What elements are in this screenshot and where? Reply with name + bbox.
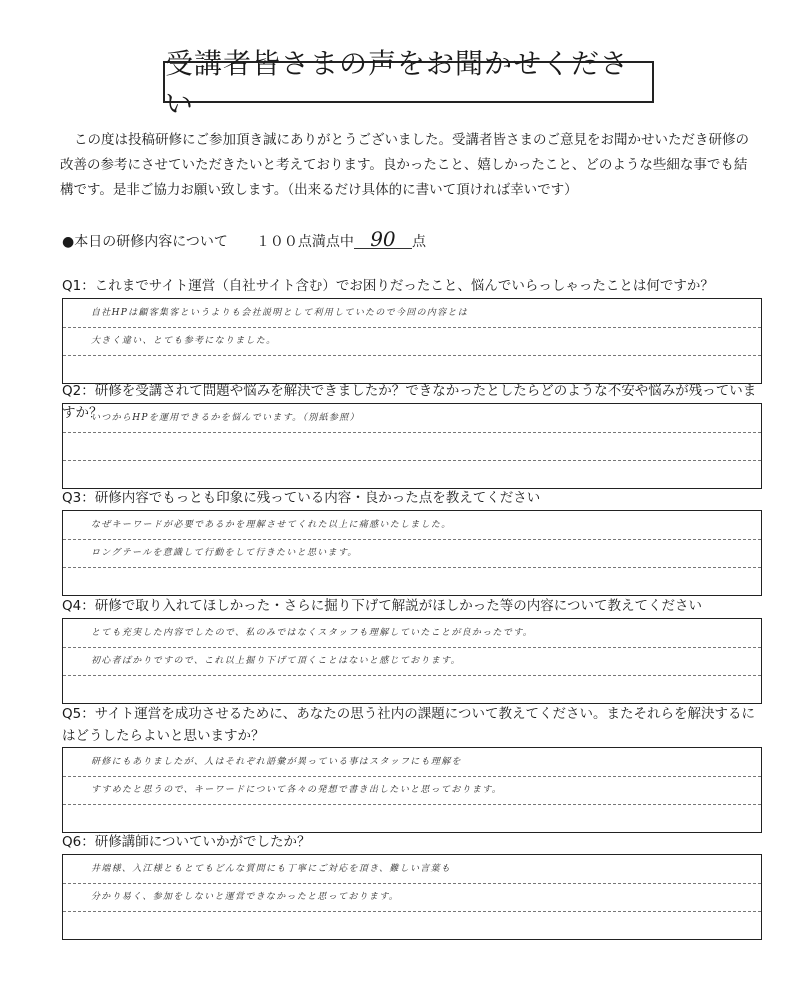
answer-3-line-1: なぜキーワードが必要であるかを理解させてくれた以上に痛感いたしました。 <box>91 520 452 530</box>
question-3: Q3：研修内容でもっとも印象に残っている内容・良かった点を教えてください <box>62 490 541 506</box>
question-6: Q6：研修講師についていかがでしたか？ <box>62 834 311 850</box>
ruled-line <box>63 567 761 568</box>
answer-1-line-1: 自社HPは顧客集客というよりも会社説明として利用していたので今回の内容とは <box>91 308 469 318</box>
score-row <box>62 227 426 251</box>
answer-box-3[interactable] <box>62 510 762 596</box>
answer-box-5[interactable] <box>62 747 762 833</box>
ruled-line <box>63 460 761 461</box>
answer-5-line-2: すすめたと思うので、キーワードについて各々の発想で書き出したいと思っております。 <box>91 785 503 795</box>
question-1: Q1：これまでサイト運営（自社サイト含む）でお困りだったこと、悩んでいらっしゃったことは何ですか？ <box>62 278 714 294</box>
answer-box-4[interactable] <box>62 618 762 704</box>
ruled-line <box>63 355 761 356</box>
ruled-line <box>63 776 761 777</box>
answer-3-line-2: ロングテールを意識して行動をして行きたいと思います。 <box>91 548 358 558</box>
score-unit: 点 <box>411 234 426 250</box>
answer-6-line-1: 井端様、入江様ともとてもどんな質問にも丁寧にご対応を頂き、難しい言葉も <box>91 864 452 874</box>
score-max-text: １００点満点中 <box>255 234 354 250</box>
answer-box-6[interactable] <box>62 854 762 940</box>
answer-4-line-1: とても充実した内容でしたので、私のみではなくスタッフも理解していたことが良かったです。 <box>91 628 534 638</box>
ruled-line <box>63 883 761 884</box>
ruled-line <box>63 327 761 328</box>
answer-5-line-1: 研修にもありましたが、人はそれぞれ語彙が異っている事はスタッフにも理解を <box>91 757 462 767</box>
ruled-line <box>63 647 761 648</box>
ruled-line <box>63 675 761 676</box>
form-title: 受講者皆さまの声をお聞かせください <box>163 61 654 103</box>
score-value[interactable]: 90 <box>354 230 412 249</box>
score-label: ●本日の研修内容について <box>62 234 228 250</box>
answer-4-line-2: 初心者ばかりですので、これ以上掘り下げて頂くことはないと感じております。 <box>91 656 461 666</box>
question-2: Q2：研修を受講されて問題や悩みを解決できましたか？できなかったとしたらどのような不安や悩みが残っていますか？ <box>62 383 757 421</box>
question-4: Q4：研修で取り入れてほしかった・さらに掘り下げて解説がほしかった等の内容について教えてください <box>62 598 702 614</box>
question-5: Q5：サイト運営を成功させるために、あなたの思う社内の課題について教えてください。またそれらを解決するにはどうしたらよいと思いますか？ <box>62 706 755 744</box>
answer-6-line-2: 分かり易く、参加をしないと運営できなかったと思っております。 <box>91 892 400 902</box>
intro-text: この度は投稿研修にご参加頂き誠にありがとうございました。受講者皆さまのご意見をお聞かせいただき研修の改善の参考にさせていただきたいと考えております。良かったこと、嬉しかったこと、どのような些細な事でも結構です。是非ご協力お願い致します。（出来るだけ具体的に書いて頂ければ幸いです） <box>60 132 749 198</box>
ruled-line <box>63 804 761 805</box>
answer-1-line-2: 大きく違い、とても参考になりました。 <box>91 336 277 346</box>
answer-box-2[interactable] <box>62 403 762 489</box>
ruled-line <box>63 911 761 912</box>
answer-box-1[interactable] <box>62 298 762 384</box>
ruled-line <box>63 539 761 540</box>
answer-2-line-1: いつからHPを運用できるかを悩んでいます。（別紙参照） <box>91 413 360 423</box>
ruled-line <box>63 432 761 433</box>
